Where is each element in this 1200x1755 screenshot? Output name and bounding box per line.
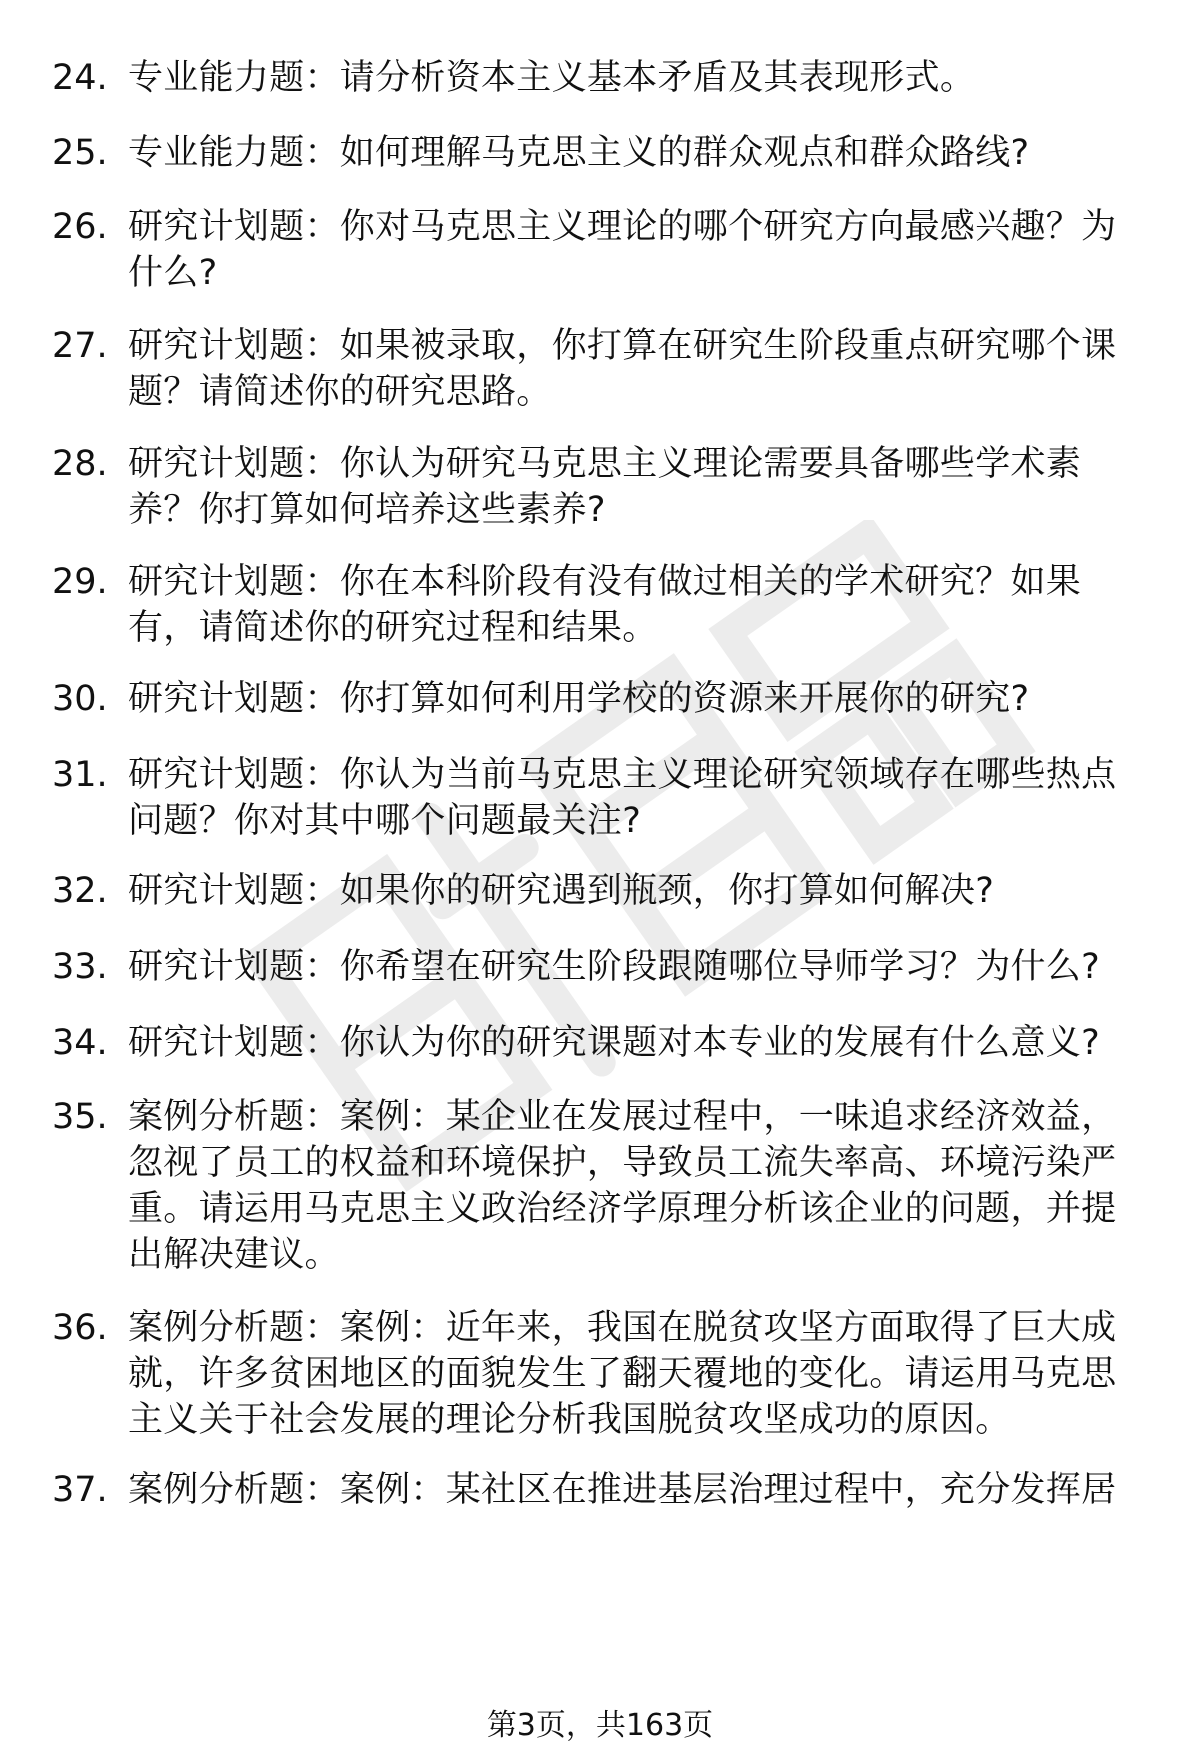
question-number: 24. <box>52 58 108 98</box>
question-text: 研究计划题：如果你的研究遇到瓶颈，你打算如何解决? <box>128 871 995 911</box>
question-number: 30. <box>52 679 108 719</box>
question-number: 37. <box>52 1470 108 1510</box>
question-number: 28. <box>52 444 108 484</box>
question-number: 27. <box>52 326 108 366</box>
question-number: 36. <box>52 1308 108 1348</box>
question-number: 34. <box>52 1023 108 1063</box>
question-text: 研究计划题：你希望在研究生阶段跟随哪位导师学习？为什么? <box>128 947 1100 987</box>
page-number-footer: 第3页，共163页 <box>486 1708 714 1743</box>
question-text: 案例分析题：案例：近年来，我国在脱贫攻坚方面取得了巨大成就，许多贫困地区的面貌发生了翻天覆地的变化。请运用马克思主义关于社会发展的理论分析我国脱贫攻坚成功的原因。 <box>128 1308 1117 1440</box>
question-text: 研究计划题：你在本科阶段有没有做过相关的学术研究？如果有，请简述你的研究过程和结果。 <box>128 562 1082 648</box>
question-text: 专业能力题：如何理解马克思主义的群众观点和群众路线? <box>128 133 1030 173</box>
question-number: 29. <box>52 562 108 602</box>
question-number: 31. <box>52 755 108 795</box>
question-text: 研究计划题：你认为当前马克思主义理论研究领域存在哪些热点问题？你对其中哪个问题最关注? <box>128 755 1117 841</box>
question-number: 32. <box>52 871 108 911</box>
question-text: 研究计划题：如果被录取，你打算在研究生阶段重点研究哪个课题？请简述你的研究思路。 <box>128 326 1117 412</box>
question-number: 35. <box>52 1097 108 1137</box>
question-number: 26. <box>52 207 108 247</box>
question-text: 研究计划题：你打算如何利用学校的资源来开展你的研究? <box>128 679 1030 719</box>
question-number: 25. <box>52 133 108 173</box>
question-text: 案例分析题：案例：某社区在推进基层治理过程中，充分发挥居 <box>128 1470 1117 1510</box>
question-text: 研究计划题：你对马克思主义理论的哪个研究方向最感兴趣？为什么? <box>128 207 1117 293</box>
question-text: 专业能力题：请分析资本主义基本矛盾及其表现形式。 <box>128 58 976 98</box>
question-text: 案例分析题：案例：某企业在发展过程中，一味追求经济效益，忽视了员工的权益和环境保护，导致员工流失率高、环境污染严重。请运用马克思主义政治经济学原理分析该企业的问题，并提出解决建议。 <box>128 1097 1117 1275</box>
question-number: 33. <box>52 947 108 987</box>
question-text: 研究计划题：你认为你的研究课题对本专业的发展有什么意义? <box>128 1023 1100 1063</box>
question-text: 研究计划题：你认为研究马克思主义理论需要具备哪些学术素养？你打算如何培养这些素养? <box>128 444 1082 530</box>
